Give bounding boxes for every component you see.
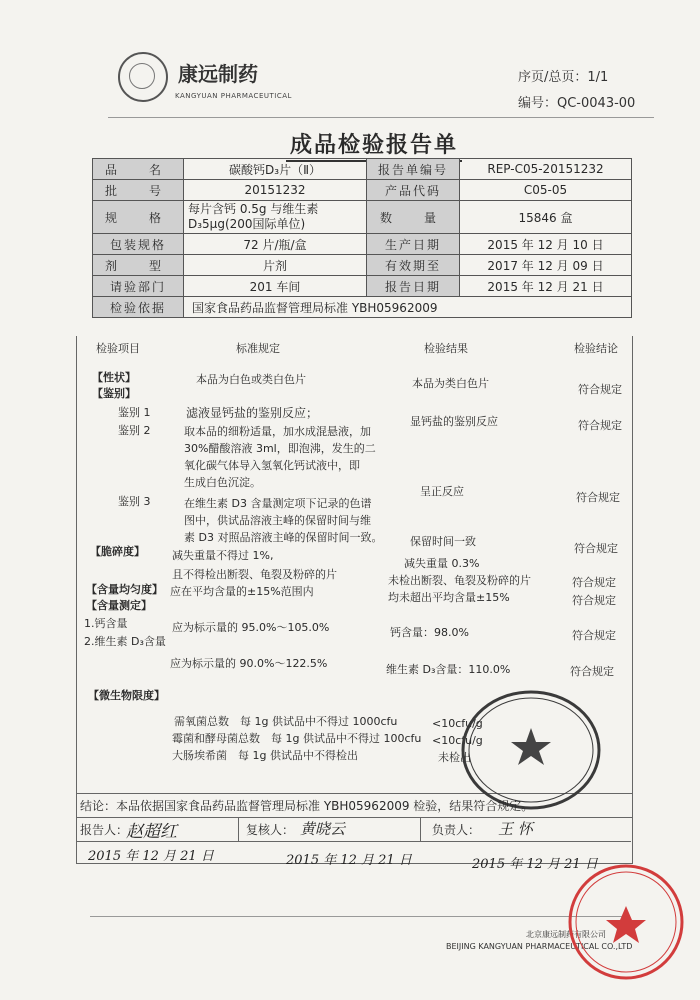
pack-value: 72 片/瓶/盒 bbox=[184, 234, 367, 255]
traits-heading: 【性状】 bbox=[92, 371, 136, 384]
page-info: 序页/总页：1/1 bbox=[518, 70, 609, 85]
document-title: 成品检验报告单 bbox=[290, 133, 459, 158]
micro2-standard: 霉菌和酵母菌总数 每 1g 供试品中不得过 100cfu bbox=[172, 732, 422, 745]
ident2-standard-4: 生成白色沉淀。 bbox=[184, 476, 261, 489]
product-label: 品 名 bbox=[93, 159, 184, 180]
friab-heading: 【脆碎度】 bbox=[90, 545, 145, 558]
product-code-label: 产品代码 bbox=[367, 180, 460, 201]
form-value: 片剂 bbox=[184, 255, 367, 276]
manager-label: 负责人： bbox=[432, 823, 481, 837]
footer-company-cn: 北京康远制药有限公司 bbox=[526, 930, 606, 939]
mfg-label: 生产日期 bbox=[367, 234, 460, 255]
reviewer-label: 复核人： bbox=[246, 823, 295, 837]
ident1-conclusion: 符合规定 bbox=[578, 419, 622, 432]
footer-divider bbox=[90, 916, 630, 917]
ident3-standard-2: 图中，供试品溶液主峰的保留时间与维 bbox=[184, 514, 371, 527]
col-item: 检验项目 bbox=[96, 342, 140, 355]
micro2-result: <10cfu/g bbox=[432, 734, 483, 747]
assay-heading: 【含量测定】 bbox=[86, 599, 152, 612]
unif-conclusion: 符合规定 bbox=[572, 594, 616, 607]
traits-result: 本品为类白色片 bbox=[412, 377, 489, 390]
qty-label: 数 量 bbox=[367, 201, 460, 234]
product-value: 碳酸钙D₃片（Ⅱ） bbox=[184, 159, 367, 180]
dept-value: 201 车间 bbox=[184, 276, 367, 297]
conclusion-text: 结论：本品依据国家食品药品监督管理局标准 YBH05962009 检验，结果符合规定。 bbox=[80, 799, 534, 813]
assay1-conclusion: 符合规定 bbox=[572, 629, 616, 642]
traits-conclusion: 符合规定 bbox=[578, 383, 622, 396]
ident1-result: 显钙盐的鉴别反应 bbox=[410, 415, 498, 428]
report-date-value: 2015 年 12 月 21 日 bbox=[460, 276, 632, 297]
batch-label: 批 号 bbox=[93, 180, 184, 201]
traits-standard: 本品为白色或类白色片 bbox=[196, 373, 306, 386]
ident1-standard: 滤液显钙盐的鉴别反应； bbox=[186, 406, 319, 420]
exp-value: 2017 年 12 月 09 日 bbox=[460, 255, 632, 276]
basis-label: 检验依据 bbox=[93, 297, 184, 318]
micro1-standard: 需氧菌总数 每 1g 供试品中不得过 1000cfu bbox=[174, 715, 398, 728]
micro-heading: 【微生物限度】 bbox=[88, 689, 165, 702]
ident2-standard-3: 氧化碳气体导入氢氧化钙试液中，即 bbox=[184, 459, 360, 472]
manager-date: 2015 年 12 月 21 日 bbox=[472, 857, 598, 872]
ident2-standard-1: 取本品的细粉适量，加水成混悬液，加 bbox=[184, 425, 371, 438]
ident2-conclusion: 符合规定 bbox=[576, 491, 620, 504]
report-no-label: 报告单编号 bbox=[367, 159, 460, 180]
micro3-standard: 大肠埃希菌 每 1g 供试品中不得检出 bbox=[172, 749, 358, 762]
col-conclusion: 检验结论 bbox=[574, 342, 618, 355]
ident2-result: 呈正反应 bbox=[420, 485, 464, 498]
manager-signature: 王 怀 bbox=[498, 820, 533, 838]
unif-standard: 应在平均含量的±15%范围内 bbox=[170, 585, 314, 598]
assay1-result: 钙含量：98.0% bbox=[390, 626, 469, 639]
reporter-label: 报告人： bbox=[80, 823, 129, 837]
assay2-standard: 应为标示量的 90.0%～122.5% bbox=[170, 657, 328, 670]
signature-divider-1 bbox=[238, 817, 239, 841]
ident2-label: 鉴别 2 bbox=[118, 424, 151, 437]
exp-label: 有效期至 bbox=[367, 255, 460, 276]
form-label: 剂 型 bbox=[93, 255, 184, 276]
brand-name-cn: 康远制药 bbox=[178, 62, 258, 86]
ident3-standard-3: 素 D3 对照品溶液主峰的保留时间一致。 bbox=[184, 531, 383, 544]
col-result: 检验结果 bbox=[424, 342, 468, 355]
assay2-result: 维生素 D₃含量：110.0% bbox=[386, 663, 511, 676]
footer-company-en: BEIJING KANGYUAN PHARMACEUTICAL CO.,LTD bbox=[446, 942, 633, 951]
reviewer-date: 2015 年 12 月 21 日 bbox=[286, 853, 412, 868]
basis-value: 国家食品药品监督管理局标准 YBH05962009 bbox=[184, 297, 632, 318]
reporter-signature: 赵超红 bbox=[126, 822, 177, 842]
assay2-label: 2.维生素 D₃含量 bbox=[84, 635, 166, 648]
pack-label: 包装规格 bbox=[93, 234, 184, 255]
header-divider bbox=[108, 117, 654, 118]
spec-label: 规 格 bbox=[93, 201, 184, 234]
ident3-result: 保留时间一致 bbox=[410, 535, 476, 548]
assay1-standard: 应为标示量的 95.0%～105.0% bbox=[172, 621, 330, 634]
assay1-label: 1.钙含量 bbox=[84, 617, 128, 630]
mfg-value: 2015 年 12 月 10 日 bbox=[460, 234, 632, 255]
ident-heading: 【鉴别】 bbox=[92, 387, 136, 400]
report-date-label: 报告日期 bbox=[367, 276, 460, 297]
ident2-standard-2: 30%醋酸溶液 3ml，即泡沸，发生的二 bbox=[184, 442, 376, 455]
friab-result-1: 减失重量 0.3% bbox=[404, 557, 480, 570]
ident3-standard-1: 在维生素 D3 含量测定项下记录的色谱 bbox=[184, 497, 372, 510]
product-info-table bbox=[92, 158, 632, 318]
reporter-date: 2015 年 12 月 21 日 bbox=[88, 849, 214, 864]
signature-divider-2 bbox=[420, 817, 421, 841]
report-no-value: REP-C05-20151232 bbox=[460, 159, 632, 180]
friab-standard-1: 减失重量不得过 1%, bbox=[172, 549, 274, 562]
micro1-result: <10cfu/g bbox=[432, 717, 483, 730]
product-code-value: C05-05 bbox=[460, 180, 632, 201]
doc-number: 编号：QC-0043-00 bbox=[518, 96, 636, 111]
company-logo bbox=[118, 52, 168, 102]
friab-standard-2: 且不得检出断裂、龟裂及粉碎的片 bbox=[172, 568, 337, 581]
friab-result-2: 未检出断裂、龟裂及粉碎的片 bbox=[388, 574, 531, 587]
assay2-conclusion: 符合规定 bbox=[570, 665, 614, 678]
unif-result: 均未超出平均含量±15% bbox=[388, 591, 510, 604]
qty-value: 15846 盒 bbox=[460, 201, 632, 234]
ident1-label: 鉴别 1 bbox=[118, 406, 151, 419]
batch-value: 20151232 bbox=[184, 180, 367, 201]
brand-name-en: KANGYUAN PHARMACEUTICAL bbox=[175, 92, 292, 100]
quality-seal bbox=[566, 862, 686, 982]
col-standard: 标准规定 bbox=[236, 342, 280, 355]
reviewer-signature: 黄晓云 bbox=[300, 820, 346, 838]
friab-conclusion: 符合规定 bbox=[572, 576, 616, 589]
dept-label: 请验部门 bbox=[93, 276, 184, 297]
unif-heading: 【含量均匀度】 bbox=[86, 583, 163, 596]
micro3-result: 未检出 bbox=[438, 751, 471, 764]
ident3-conclusion: 符合规定 bbox=[574, 542, 618, 555]
ident3-label: 鉴别 3 bbox=[118, 495, 151, 508]
spec-value: 每片含钙 0.5g 与维生素 D₃5μg(200国际单位) bbox=[184, 201, 367, 234]
